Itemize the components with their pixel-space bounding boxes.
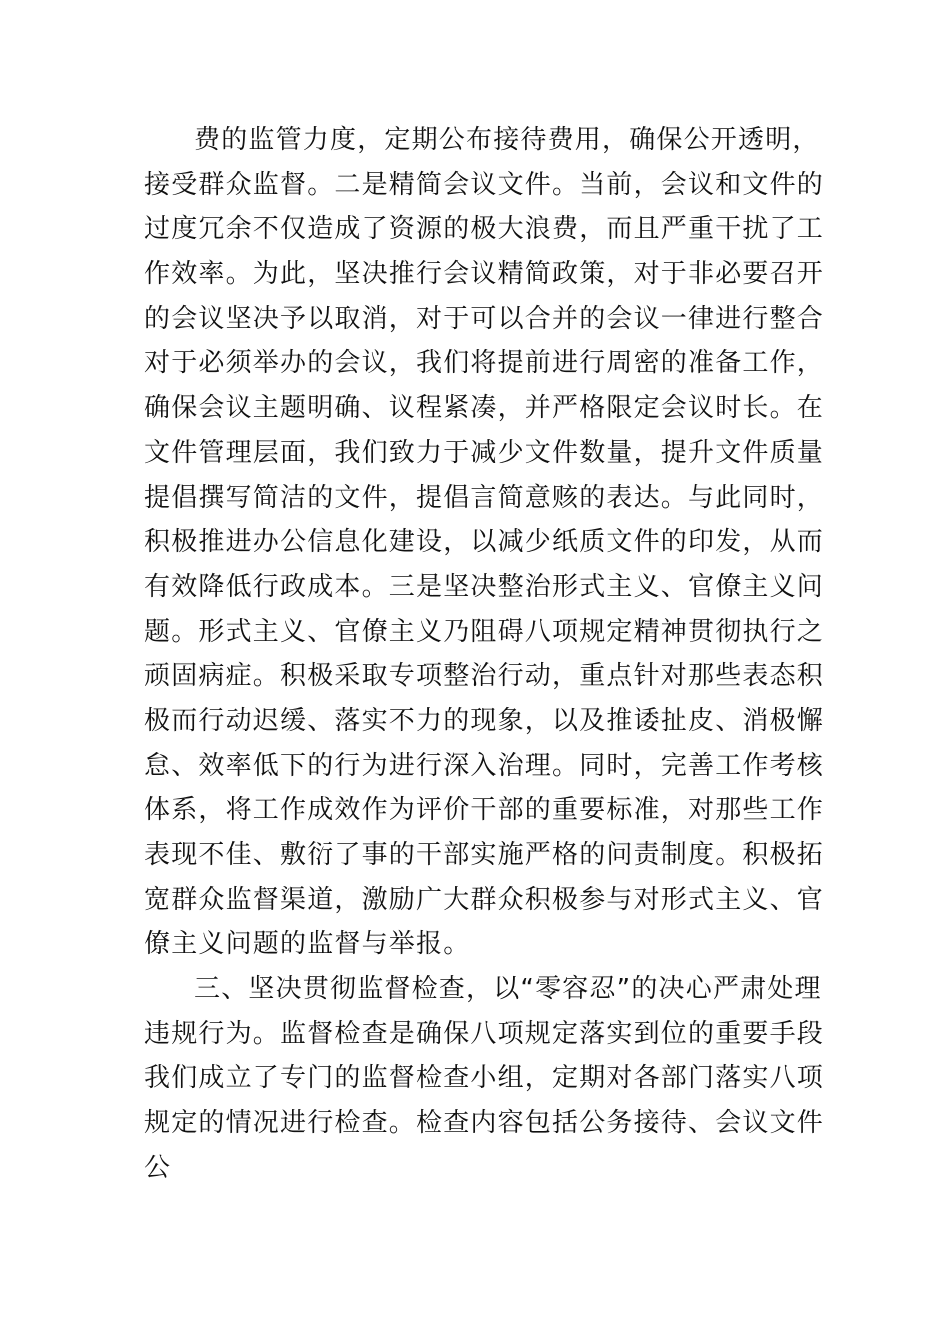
text-line: 宽群众监督渠道，激励广大群众积极参与对形式主义、官: [144, 884, 825, 915]
text-line: 对于必须举办的会议，我们将提前进行周密的准备工作，: [144, 348, 825, 379]
text-line: 顽固病症。积极采取专项整治行动，重点针对那些表态积: [144, 661, 825, 692]
text-line: 的会议坚决予以取消，对于可以合并的会议一律进行整合: [144, 303, 825, 334]
text-line: 有效降低行政成本。三是坚决整治形式主义、官僚主义问: [144, 571, 825, 602]
text-line: 违规行为。监督检查是确保八项规定落实到位的重要手段: [144, 1018, 825, 1049]
body-text: [144, 118, 825, 1191]
text-line: 提倡撰写简洁的文件，提倡言简意赅的表达。与此同时，: [144, 482, 825, 513]
text-line: 公: [144, 1152, 172, 1183]
paragraph-first-line: 三、坚决贯彻监督检查，以“零容忍”的决心严肃处理: [194, 974, 822, 1005]
paragraph-first-line: 费的监管力度，定期公布接待费用，确保公开透明，: [194, 125, 820, 155]
text-line: 表现不佳、敷衍了事的干部实施严格的问责制度。积极拓: [144, 840, 825, 870]
text-line: 僚主义问题的监督与举报。: [144, 929, 471, 960]
text-line: 体系，将工作成效作为评价干部的重要标准，对那些工作: [144, 795, 825, 826]
text-line: 极而行动迟缓、落实不力的现象，以及推诿扯皮、消极懈: [144, 705, 825, 736]
text-line: 作效率。为此，坚决推行会议精简政策，对于非必要召开: [144, 259, 825, 290]
text-line: 规定的情况进行检查。检查内容包括公务接待、会议文件: [144, 1108, 825, 1139]
text-line: 我们成立了专门的监督检查小组，定期对各部门落实八项: [144, 1063, 825, 1094]
text-line: 积极推进办公信息化建设，以减少纸质文件的印发，从而: [144, 527, 825, 558]
text-line: 文件管理层面，我们致力于减少文件数量，提升文件质量: [144, 437, 825, 468]
text-line: 过度冗余不仅造成了资源的极大浪费，而且严重干扰了工: [144, 214, 825, 245]
text-line: 怠、效率低下的行为进行深入治理。同时，完善工作考核: [144, 750, 825, 781]
text-line: 确保会议主题明确、议程紧凑，并严格限定会议时长。在: [144, 393, 825, 424]
text-line: 题。形式主义、官僚主义乃阻碍八项规定精神贯彻执行之: [144, 616, 825, 647]
text-line: 接受群众监督。二是精简会议文件。当前，会议和文件的: [144, 169, 825, 200]
